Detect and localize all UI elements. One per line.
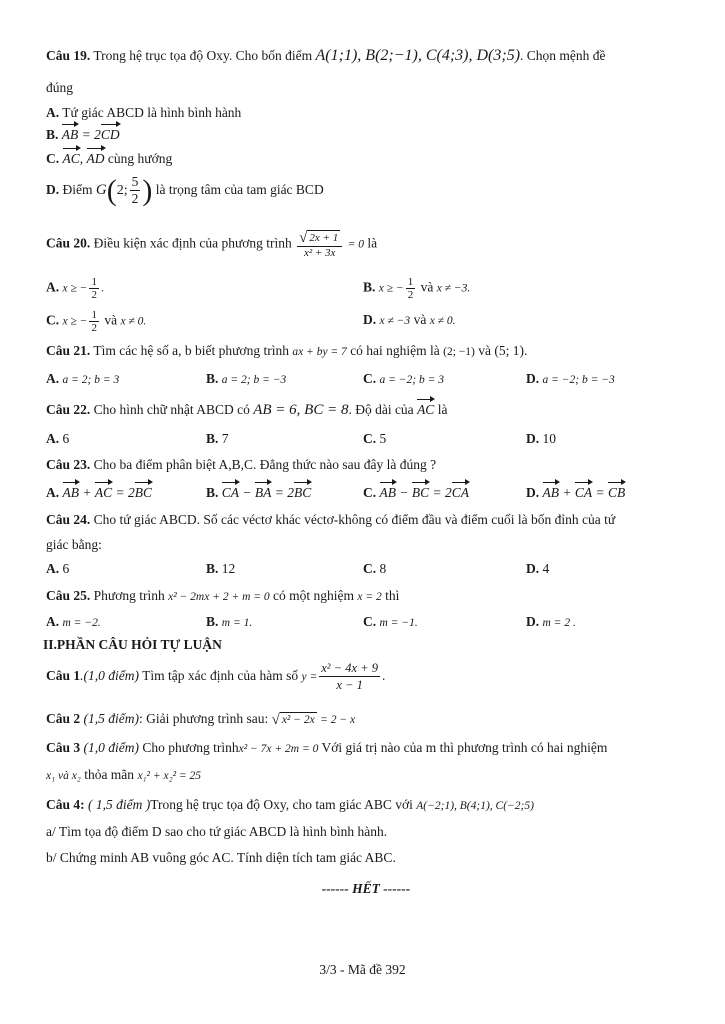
q23-a-label: A. <box>46 485 60 500</box>
q24-option-d <box>526 560 549 578</box>
q20-fraction <box>297 230 342 259</box>
q23-a-eq: = 2 <box>112 485 135 500</box>
q22-vec: AC <box>417 402 435 417</box>
e1-den-expr: x − 1 <box>336 678 363 693</box>
q23-d-vec1: AB <box>542 485 559 500</box>
q24-text: Cho tứ giác ABCD. Số các véctơ khác véctơ-không có điểm đầu và điểm cuối là bốn đỉnh của tứ <box>93 512 616 527</box>
q20-b-mid: và <box>417 279 437 295</box>
q22-option-d <box>526 430 556 448</box>
e1-fraction <box>319 660 380 693</box>
q23-b-eq: = 2 <box>271 485 295 500</box>
q21-option-b <box>206 370 286 389</box>
q21-option-a <box>46 370 119 389</box>
q22-option-c <box>363 430 386 448</box>
q20-b-frac <box>406 276 416 301</box>
q20-eq: = 0 <box>347 238 364 251</box>
q19-d-fraction <box>130 174 141 207</box>
q22-option-a <box>46 430 69 448</box>
q20-a-post: . <box>100 282 104 295</box>
q23-number: Câu 23. <box>46 457 91 472</box>
q23-a-vec1: AB <box>62 485 79 500</box>
q20-frac-den: x² + 3x <box>303 247 336 259</box>
e2-number: Câu 2 <box>46 711 81 726</box>
e2-score: (1,5 điểm) <box>83 711 139 726</box>
q20-b-num: 1 <box>407 276 414 288</box>
q20-tail: là <box>367 235 378 251</box>
q22-a-label: A. <box>46 431 60 446</box>
q23-b-label: B. <box>206 485 219 500</box>
q20-d-label: D. <box>363 312 377 327</box>
q23-text: Cho ba điểm phân biệt A,B,C. Đẳng thức nào sau đây là đúng ? <box>93 457 437 472</box>
q23-b-vec3: BC <box>294 485 312 500</box>
e1-number: Câu 1 <box>46 668 81 683</box>
q20-frac-num <box>297 230 342 247</box>
q21-sol: (2; −1) <box>443 346 475 358</box>
e3-number: Câu 3 <box>46 740 81 755</box>
q24-option-a <box>46 560 69 578</box>
q21-a-label: A. <box>46 371 60 386</box>
e4-score: ( 1,5 điểm ) <box>88 797 151 812</box>
e4-number: Câu 4: <box>46 797 85 812</box>
q22-c-label: C. <box>363 431 377 446</box>
q22-stem <box>46 401 447 419</box>
q21-tail: và (5; 1). <box>478 343 528 358</box>
q25-mid: có một nghiệm <box>273 588 355 603</box>
q19-stem-cont: đúng <box>46 80 73 95</box>
q23-c-vec3: CA <box>451 485 470 500</box>
q25-number: Câu 25. <box>46 588 91 603</box>
e4-stem <box>46 796 534 815</box>
q19-number: Câu 19. <box>46 48 91 63</box>
q23-d-label: D. <box>526 485 540 500</box>
q23-a-vec3: BC <box>134 485 153 500</box>
q23-a-op: + <box>79 485 95 500</box>
q22-b-text: 7 <box>221 431 229 446</box>
q24-option-b <box>206 560 235 578</box>
q21-option-d <box>526 370 615 389</box>
q20-a-pre: x ≥ − <box>62 282 88 295</box>
q20-d-pre: x ≠ −3 <box>379 315 411 327</box>
q19-d-label: D. <box>46 182 60 197</box>
q19-d-rparen: ) <box>142 173 153 207</box>
q20-d-mid: và <box>410 312 430 327</box>
q22-b-label: B. <box>206 431 219 446</box>
q19-option-b <box>46 126 120 144</box>
q19-a-text: Tứ giác ABCD là hình bình hành <box>62 105 242 120</box>
q23-a-vec2: AC <box>94 485 113 500</box>
q20-b-label: B. <box>363 279 376 295</box>
q23-stem <box>46 456 436 474</box>
q21-a-text: a = 2; b = 3 <box>62 374 120 386</box>
q20-radical: √ <box>299 230 308 246</box>
q23-b-op: − <box>239 485 255 500</box>
q24-c-text: 8 <box>379 561 387 576</box>
q20-text: Điều kiện xác định của phương trình <box>93 235 292 251</box>
q25-c-text: m = −1. <box>379 617 418 629</box>
q24-d-label: D. <box>526 561 540 576</box>
q21-stem <box>46 342 527 361</box>
q19-d-text: Điểm <box>62 182 93 197</box>
q21-option-c <box>363 370 444 389</box>
e2-rhs: = 2 − x <box>320 714 356 726</box>
q25-text: Phương trình <box>93 588 165 603</box>
q24-b-label: B. <box>206 561 219 576</box>
q20-sqrt <box>299 230 340 246</box>
e4-text: Trong hệ trục tọa độ Oxy, cho tam giác ABC với <box>150 797 413 812</box>
q25-d-label: D. <box>526 614 540 629</box>
e1-y: y = <box>301 671 318 683</box>
q20-c-post: x ≠ 0. <box>120 315 147 328</box>
e3-stem <box>46 739 607 758</box>
e2-sqrt <box>272 712 317 728</box>
page-footer: 3/3 - Mã đề 392 <box>319 962 406 977</box>
q20-c-mid: và <box>100 312 121 328</box>
q21-c-label: C. <box>363 371 377 386</box>
q25-root: x = 2 <box>357 591 382 603</box>
q20-option-c <box>46 309 146 334</box>
q23-b-vec1: CA <box>221 485 240 500</box>
q25-option-d <box>526 613 576 632</box>
q19-points: A(1;1), B(2;−1), C(4;3), D(3;5) <box>315 47 521 64</box>
q20-a-frac <box>89 276 99 301</box>
q19-b-label: B. <box>46 127 59 142</box>
q19-c-text: cùng hướng <box>104 151 173 166</box>
q24-b-text: 12 <box>221 561 236 576</box>
e4-part-b: b/ Chứng minh AB vuông góc AC. Tính diện tích tam giác ABC. <box>46 850 396 865</box>
q19-d-tail: là trọng tâm của tam giác BCD <box>155 182 324 197</box>
q20-c-pre: x ≥ − <box>62 315 88 328</box>
q19-c-comma: , <box>79 151 87 166</box>
e3-tail: Với giá trị nào của m thì phương trình có hai nghiệm <box>321 740 608 755</box>
q20-d-post: x ≠ 0. <box>429 315 456 327</box>
q22-text: Cho hình chữ nhật ABCD có <box>93 402 250 417</box>
q19-b-eq: = 2 <box>78 127 101 142</box>
q23-c-eq: = 2 <box>429 485 452 500</box>
q22-mid: . Độ dài của <box>348 402 414 417</box>
q25-b-label: B. <box>206 614 219 629</box>
q20-stem <box>46 230 377 259</box>
q23-b-vec2: BA <box>254 485 272 500</box>
q23-option-b <box>206 484 311 502</box>
q19-c-vec1: AC <box>62 151 80 166</box>
q24-option-c <box>363 560 386 578</box>
q23-option-d <box>526 484 625 502</box>
q19-b-vec1: AB <box>61 127 79 142</box>
q24-a-text: 6 <box>62 561 70 576</box>
e3-stem-cont <box>46 766 201 785</box>
q19-tail: . Chọn mệnh đề <box>520 48 606 63</box>
q22-option-b <box>206 430 229 448</box>
e1-score: .(1,0 điểm) <box>80 668 139 683</box>
q24-stem <box>46 511 615 529</box>
q19-d-g: G <box>95 182 107 198</box>
q19-d-den: 2 <box>131 191 139 207</box>
q20-c-den: 2 <box>91 322 97 334</box>
q20-a-num: 1 <box>91 276 97 288</box>
e4-points: A(−2;1), B(4;1), C(−2;5) <box>416 800 534 812</box>
q22-given: AB = 6, BC = 8 <box>253 402 349 418</box>
q25-b-text: m = 1. <box>221 617 253 629</box>
q20-b-pre: x ≥ − <box>378 282 404 295</box>
q25-eq: x² − 2mx + 2 + m = 0 <box>168 591 270 603</box>
q19-option-c <box>46 150 172 168</box>
e1-text: Tìm tập xác định của hàm số <box>142 668 299 683</box>
q20-a-den: 2 <box>91 289 97 301</box>
q21-number: Câu 21. <box>46 343 91 358</box>
e2-radicand: x² − 2x <box>281 713 315 726</box>
q19-d-num: 5 <box>131 174 139 190</box>
q19-a-label: A. <box>46 105 60 120</box>
e2-stem <box>46 710 355 729</box>
q23-option-a <box>46 484 152 502</box>
q23-d-vec3: CB <box>608 485 626 500</box>
q25-a-text: m = −2. <box>62 617 101 629</box>
q24-number: Câu 24. <box>46 512 91 527</box>
q19-text: Trong hệ trục tọa độ Oxy. Cho bốn điểm <box>93 48 313 63</box>
q20-radicand: 2x + 1 <box>309 232 339 244</box>
q21-mid: có hai nghiệm là <box>350 343 440 358</box>
e2-text: : Giải phương trình sau: <box>139 711 269 726</box>
q25-c-label: C. <box>363 614 377 629</box>
q20-c-num: 1 <box>91 309 97 321</box>
q22-a-text: 6 <box>62 431 70 446</box>
q23-c-vec1: AB <box>379 485 396 500</box>
q21-d-label: D. <box>526 371 540 386</box>
q19-option-d <box>46 170 324 211</box>
q23-c-op: − <box>396 485 412 500</box>
q20-b-post: x ≠ −3. <box>436 282 471 295</box>
q21-c-text: a = −2; b = 3 <box>379 374 444 386</box>
q22-tail: là <box>437 402 448 417</box>
e3-score: (1,0 điểm) <box>83 740 139 755</box>
q25-tail: thì <box>385 588 400 603</box>
q21-b-text: a = 2; b = −3 <box>221 374 287 386</box>
q23-option-c <box>363 484 469 502</box>
section-title: II.PHẦN CÂU HỎI TỰ LUẬN <box>43 637 222 652</box>
q24-stem-cont: giác bằng: <box>46 537 102 552</box>
e2-radical: √ <box>271 711 280 728</box>
q23-d-op: + <box>559 485 575 500</box>
q19-b-vec2: CD <box>100 127 120 142</box>
q19-stem <box>46 47 606 65</box>
q20-option-d <box>363 311 455 330</box>
q20-c-label: C. <box>46 312 60 328</box>
q25-d-text: m = 2 . <box>542 617 576 629</box>
e1-stem <box>46 658 385 695</box>
q22-number: Câu 22. <box>46 402 91 417</box>
e3-cont-text: thỏa mãn <box>84 767 135 782</box>
e1-tail: . <box>381 668 386 683</box>
q23-d-eq: = <box>592 485 609 500</box>
q22-c-text: 5 <box>379 431 387 446</box>
q24-a-label: A. <box>46 561 60 576</box>
q24-d-text: 4 <box>542 561 550 576</box>
q20-number: Câu 20. <box>46 235 91 251</box>
q25-stem <box>46 587 399 606</box>
q25-option-b <box>206 613 252 632</box>
q22-d-text: 10 <box>542 431 556 446</box>
q19-d-two: 2; <box>116 183 128 198</box>
q21-d-text: a = −2; b = −3 <box>542 374 615 386</box>
q19-d-lparen: ( <box>106 173 117 207</box>
e3-vars: x₁ và x₂ <box>46 770 81 782</box>
e3-text: Cho phương trình <box>142 740 239 755</box>
q21-b-label: B. <box>206 371 219 386</box>
q19-c-label: C. <box>46 151 60 166</box>
q22-d-label: D. <box>526 431 540 446</box>
q20-option-b <box>363 276 470 301</box>
e4-part-a: a/ Tìm tọa độ điểm D sao cho tứ giác ABCD là hình bình hành. <box>46 824 388 839</box>
q23-c-label: C. <box>363 485 377 500</box>
q21-eq: ax + by = 7 <box>292 346 347 358</box>
q20-option-a <box>46 276 104 301</box>
q25-a-label: A. <box>46 614 60 629</box>
q23-d-vec2: CA <box>574 485 593 500</box>
q21-text: Tìm các hệ số a, b biết phương trình <box>93 343 289 358</box>
q19-option-a <box>46 104 241 122</box>
e3-cont-eq: x₁² + x₂² = 25 <box>137 770 202 782</box>
q25-option-c <box>363 613 418 632</box>
e1-num-expr: x² − 4x + 9 <box>321 661 378 676</box>
e3-eq: x² − 7x + 2m = 0 <box>238 743 319 755</box>
q23-c-vec2: BC <box>411 485 430 500</box>
q25-option-a <box>46 613 101 632</box>
end-marker: ------ HẾT ------ <box>321 881 411 896</box>
q19-c-vec2: AD <box>86 151 105 166</box>
q20-b-den: 2 <box>407 289 414 301</box>
q20-c-frac <box>89 309 99 334</box>
q20-a-label: A. <box>46 279 60 295</box>
q24-c-label: C. <box>363 561 377 576</box>
